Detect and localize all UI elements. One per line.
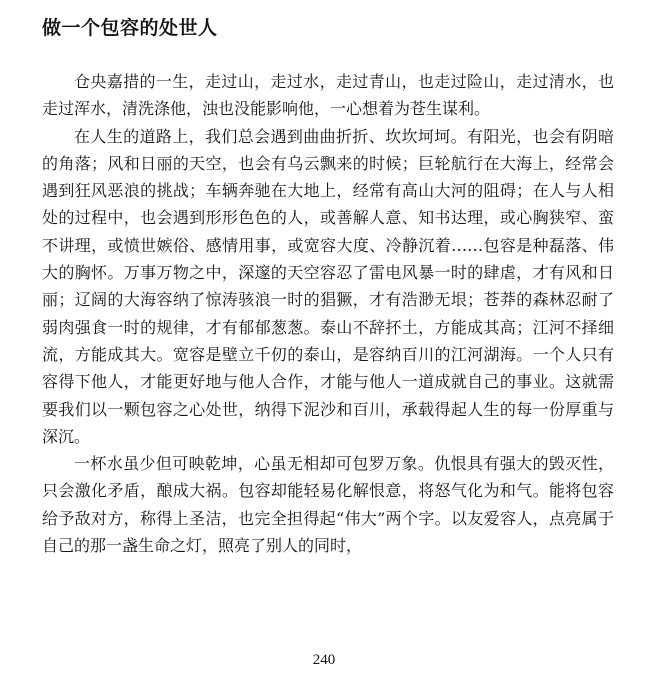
body-text — [42, 68, 614, 559]
paragraph-3: 一杯水虽少但可映乾坤，心虽无相却可包罗万象。仇恨具有强大的毁灭性，只会激化矛盾，酿成大祸。包容却能轻易化解恨意，将怒气化为和气。能将包容给予敌对方，称得上圣洁，也完全担得起“伟大”两个字。以友爱容人，点亮属于自己的那一盏生命之灯，照亮了别人的同时， — [42, 454, 614, 556]
chapter-title: 做一个包容的处世人 — [42, 17, 218, 39]
page-number: 240 — [312, 652, 336, 668]
paragraph-1: 仓央嘉措的一生，走过山，走过水，走过青山，也走过险山，走过清水，也走过浑水，清洗涤他，浊也没能影响他，一心想着为苍生谋利。 — [42, 72, 614, 119]
paragraph-2: 在人生的道路上，我们总会遇到曲曲折折、坎坎坷坷。有阳光，也会有阴暗的角落；风和日丽的天空，也会有乌云飘来的时候；巨轮航行在大海上，经常会遇到狂风恶浪的挑战；车辆奔驰在大地上，经常有高山大河的阻碍；在人与人相处的过程中，也会遇到形形色色的人，或善解人意、知书达理，或心胸狭窄、蛮不讲理，或愤世嫉俗、感情用事，或宽容大度、冷静沉着……包容是种磊落、伟大的胸怀。万事万物之中，深邃的天空容忍了雷电风暴一时的肆虐，才有风和日丽；辽阔的大海容纳了惊涛骇浪一时的猖獗，才有浩渺无垠；苍莽的森林忍耐了弱肉强食一时的规律，才有郁郁葱葱。泰山不辞抔土，方能成其高；江河不择细流，方能成其大。宽容是壁立千仞的泰山，是容纳百川的江河湖海。一个人只有容得下他人，才能更好地与他人合作，才能与他人一道成就自己的事业。这就需要我们以一颗包容之心处世，纳得下泥沙和百川，承载得起人生的每一份厚重与深沉。 — [42, 126, 614, 446]
